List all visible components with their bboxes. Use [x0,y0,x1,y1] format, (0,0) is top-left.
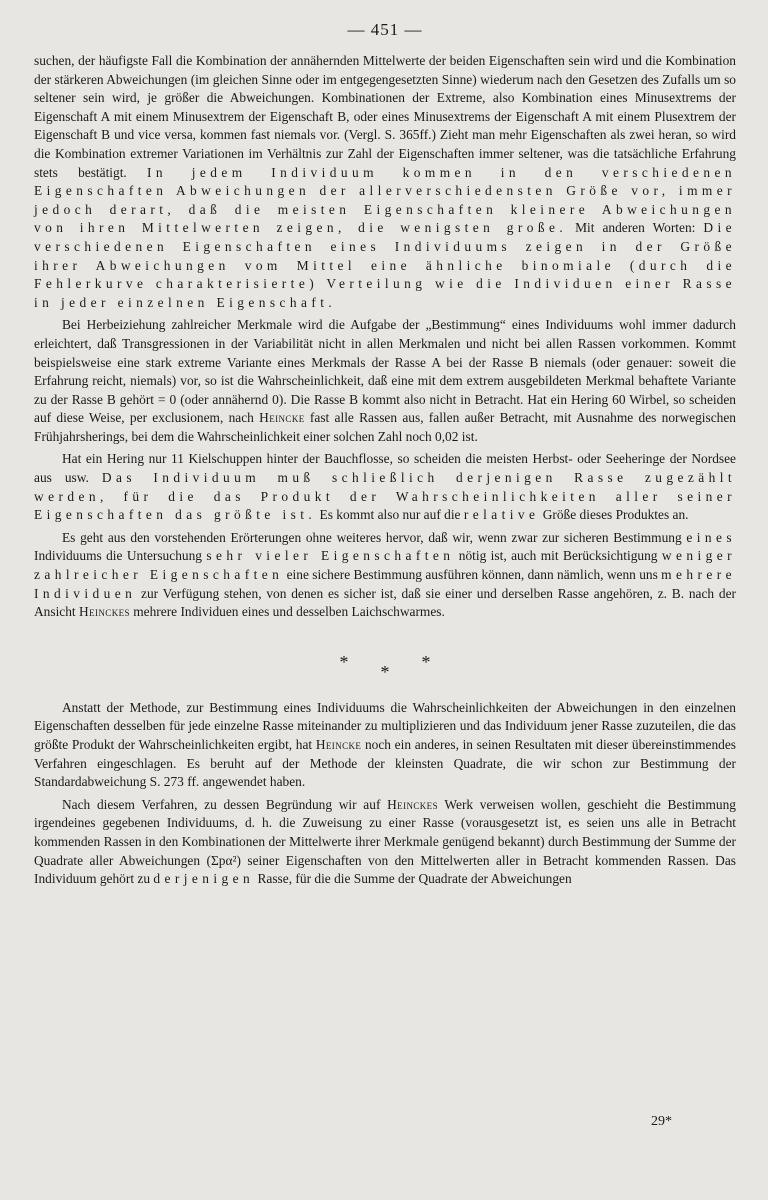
text-run: Größe dieses Produktes an. [539,507,689,523]
text-run: Es geht aus den vorstehenden Erörterungen ohne weiteres hervor, daß wir, wenn zwar zur sicheren Bestimmung [62,529,687,545]
text-run: Rasse, für die die Summe der Quadrate der Abweichungen [254,871,572,887]
paragraph [34,316,736,446]
text-run: nötig ist, auch mit Berücksichtigung [454,548,662,564]
signature-mark: 29* [651,1114,672,1129]
text-run: Nach diesem Verfahren, zu dessen Begründung wir auf [62,796,388,812]
paragraph [34,529,736,622]
text-run: Werk verweisen wollen, geschieht die Bestimmung irgendeines gegebenen Individuums, d. h. die Zuweisung zu einer Rasse (vorausgesetzt ist, es seien uns alle in Betracht kommenden Rassen in den Kombinationen der Mittelwerte ihrer Merkmale genügend bekannt) durch Bestimmung der Summe der Quadrate aller Abweichungen (Σpα²) seiner Eigenschaften von den Mittelwerten aller in Betracht kommenden Rassen. Das Individuum gehört zu [34,796,736,887]
text-run: eine sichere Bestimmung ausführen können, dann nämlich, wenn uns [283,567,662,583]
text-run: Anstatt der Methode, zur Bestimmung eines Individuums die Wahrscheinlichkeiten der Abweichungen in den einzelnen Eigenschaften desselben für jede einzelne Rasse miteinander zu multiplizieren und das Individuum jener Rasse zuzuteilen, die das größte Produkt der Wahrscheinlichkeiten ergibt, hat [34,699,736,752]
body-text-top [34,52,736,622]
spaced-emphasis: sehr vieler Eigenschaften [206,548,455,564]
spaced-emphasis: Die verschiedenen Eigenschaften eines Individuums zeigen in der Größe ihrer Abweichungen vom Mittel eine ähnliche binomiale (durch die Fehlerkurve charakterisierte) Verteilung wie die Individuen einer Rasse in jeder einzelnen Eigenschaft. [34,220,736,310]
spaced-emphasis: In jedem Individuum kommen in den verschiedenen Eigenschaften Abweichungen der allerverschiedensten Größe vor, immer jedoch derart, daß die meisten Eigenschaften kleinere Abweichungen von ihren Mittelwerten zeigen, die wenigsten große. [34,164,736,236]
author-name: Heinckes [79,604,130,620]
text-run: Individuums die Untersuchung [34,548,207,564]
text-run: suchen, der häufigste Fall die Kombination der annähernden Mittelwerte der beiden Eigenschaften sein wird und die Kombination der stärkeren Abweichungen (im gleichen Sinne oder im entgegengesetzten Sinne) wiederum nach den Gesetzen des Zufalls um so seltener sein wird, je größer die Abweichungen. Kombinationen der Extreme, also Kombination eines Minusextrems der Eigenschaft A mit einem Minusextrem der Eigenschaft B, oder eines Minusextrems der Eigenschaft A mit einem Plusextrem der Eigenschaft B und vice versa, kommen fast niemals vor. (Vergl. S. 365ff.) Zieht man mehr Eigenschaften als zwei heran, so wird die Kombination extremer Variationen im Verhältnis zur Zahl der Eigenschaften immer seltener, was die tatsächliche Erfahrung stets bestätigt. [34,53,736,180]
spaced-emphasis: weniger zahlreicher Eigenschaften [34,548,736,583]
text-run: Es kommt also nur auf die [316,507,464,523]
page-number: — 451 — [347,20,423,39]
spaced-emphasis: relative [463,507,540,523]
text-run: Hat ein Hering nur 11 Kielschuppen hinter der Bauchflosse, so scheiden die meisten Herbst- oder Seeheringe der Nordsee aus usw. [34,451,736,486]
paragraph [34,52,736,312]
paragraph [34,796,736,889]
spaced-emphasis: Das Individuum muß schließlich derjenigen Rasse zugezählt werden, für die das Produkt der Wahrscheinlichkeiten aller seiner Eigenschaften das größte ist. [34,470,736,523]
author-name: Heincke [315,737,362,752]
text-run: fast alle Rassen aus, fallen außer Betracht, mit Ausnahme des norwegischen Frühjahrsherings, bei dem die Wahrscheinlichkeit einer solchen Zahl noch 0,02 ist. [34,410,736,444]
section-separator [34,651,736,682]
author-name: Heinckes [387,796,438,812]
body-text-bottom [34,699,736,889]
spaced-emphasis: mehrere Individuen [34,567,736,601]
separator-star: * [380,661,390,682]
spaced-emphasis: derjenigen [153,871,255,887]
text-run: Mit anderen Worten: [567,220,704,236]
paragraph [34,699,736,792]
separator-star: * [421,651,431,672]
text-run: zur Verfügung stehen, von denen es sicher ist, daß sie einer und derselben Rasse angehören, z. B. nach der Ansicht [34,585,736,620]
author-name: Heincke [259,410,305,426]
separator-star: * [339,651,349,672]
spaced-emphasis: eines [686,529,736,545]
text-run: noch ein anderes, in seinen Resultaten mit dieser übereinstimmendes Verfahren eingeschlagen. Es beruht auf der Methode der kleinsten Quadrate, die wir schon zur Bestimmung der Standardabweichung S. 273 ff. angewendet haben. [34,737,737,790]
text-run: mehrere Individuen eines und desselben Laichschwarmes. [129,604,445,620]
text-run: Bei Herbeiziehung zahlreicher Merkmale wird die Aufgabe der „Bestimmung“ eines Individuums wohl immer dadurch erleichtert, daß Transgressionen in der Variabilität nicht in allen Merkmalen und nicht bei allen Rassen vorkommen. Kommt beispielsweise eine stark extreme Variante eines Merkmals der Rasse A bei der Rasse B niemals (oder genauer: soweit die Erfahrung reicht, niemals) vor, so ist die Wahrscheinlichkeit, daß eine mit dem extrem ausgebildeten Merkmal behaftete Variante zu der Rasse B gehört = 0 (oder annähernd 0). Die Rasse B kommt also nicht in Betracht. Hat ein Hering 60 Wirbel, so scheiden auf diese Weise, per exclusionem, nach [34,317,736,426]
paragraph [34,450,736,524]
